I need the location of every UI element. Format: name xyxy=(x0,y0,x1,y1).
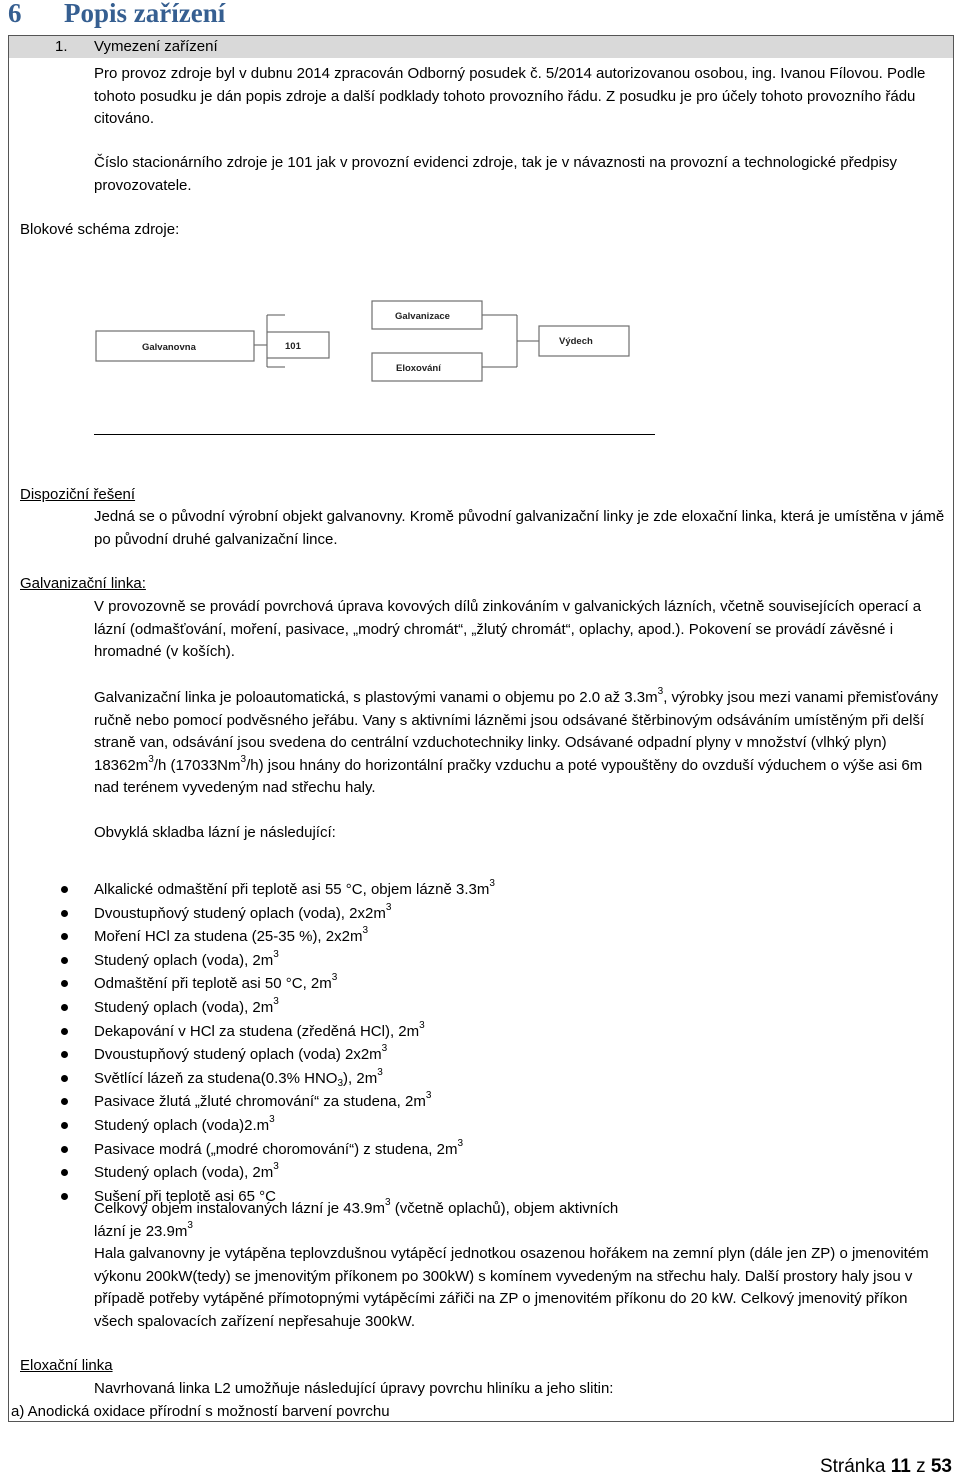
list-item-text: Dekapování v HCl za studena (zředěná HCl), 2m xyxy=(94,1022,420,1040)
superscript: 3 xyxy=(377,1066,383,1078)
superscript: 3 xyxy=(269,1113,275,1125)
footer-prefix: Stránka xyxy=(819,1456,886,1477)
total-text-part: Celkový objem instalovaných lázní je 43.9m xyxy=(94,1200,385,1217)
superscript: 3 xyxy=(362,925,369,937)
list-item-text: ), 2m xyxy=(343,1069,378,1087)
list-item xyxy=(9,902,909,926)
superscript: 3 xyxy=(384,1197,391,1208)
galv-text-part: /h (17033Nm xyxy=(153,756,241,774)
list-item xyxy=(9,996,909,1020)
superscript: 3 xyxy=(187,1219,193,1231)
baths-intro: Obvyklá skladba lázní je následující: xyxy=(94,824,336,841)
chapter-heading xyxy=(8,0,225,30)
disposition-text: Jedná se o původní výrobní objekt galvanovny. Kromě původní galvanizační linky je zde eloxační linka, která je umístěna v jámě po původní druhé galvanizační lince. xyxy=(94,508,945,548)
content-frame xyxy=(8,35,954,1422)
galvanizace-label: Galvanizace xyxy=(395,311,450,322)
galvanovna-label: Galvanovna xyxy=(142,342,196,353)
source-101-label: 101 xyxy=(285,341,301,352)
bullet-icon xyxy=(61,957,68,964)
superscript: 3 xyxy=(657,686,664,697)
bullet-icon xyxy=(61,933,68,940)
superscript: 3 xyxy=(273,1161,279,1173)
superscript: 3 xyxy=(331,972,338,984)
source-number-paragraph: Číslo stacionárního zdroje je 101 jak v provozní evidenci zdroje, tak je v návaznosti na provozní a technologické předpisy provozovatele. xyxy=(94,154,897,194)
list-item-text: Dvoustupňový studený oplach (voda) 2x2m xyxy=(94,1046,382,1064)
list-item-text: Pasivace žlutá „žluté chromování“ za studena, 2m xyxy=(94,1093,426,1111)
bullet-icon xyxy=(61,1122,68,1129)
galvanizing-line-label: Galvanizační linka: xyxy=(20,575,146,592)
list-item-text: Odmaštění při teplotě asi 50 °C, 2m xyxy=(94,975,332,993)
total-text-part: (včetně oplachů), objem aktivních xyxy=(390,1200,619,1217)
chapter-number: 6 xyxy=(8,0,22,28)
section-number: 1. xyxy=(55,38,68,55)
superscript: 3 xyxy=(273,948,279,960)
list-item-text: Sušení při teplotě asi 65 °C xyxy=(94,1187,276,1205)
list-item xyxy=(9,949,909,973)
divider-line xyxy=(94,434,655,435)
hall-heating-paragraph: Hala galvanovny je vytápěna teplovzdušnou vytápěcí jednotkou osazenou hořákem na zemní plyn (dále jen ZP) o jmenovitém výkonu 200kW(tedy) se jmenovitým příkonem po 300kW) s komínem vyvedeným na střechu haly. Další prostory haly jsou v případě potřeby vytápěné přímotopnými vytápěcími zářiči na ZP o jmenovitém příkonu do 20 kW. Celkový jmenovitý příkon všech spalovacích zařízení nepřesahuje 300kW. xyxy=(94,1245,929,1330)
list-item xyxy=(9,1043,909,1067)
anodizing-line-label: Eloxační linka xyxy=(20,1357,113,1374)
section-title: Vymezení zařízení xyxy=(94,38,218,55)
bullet-icon xyxy=(61,1075,68,1082)
bullet-icon xyxy=(61,1193,68,1200)
anodizing-item-a: a) Anodická oxidace přírodní s možností barvení povrchu xyxy=(11,1403,390,1420)
bullet-icon xyxy=(61,1146,68,1153)
list-item-text: Světlící lázeň za studena(0.3% HNO xyxy=(94,1069,338,1087)
galv-text-part: /h) jsou hnány do horizontální pračky vzduchu a poté vypouštěny do ovzduší výduchem o výše asi 6m nad terénem vyvedeným nad střechu haly. xyxy=(94,756,923,796)
list-item-text: Studený oplach (voda)2.m xyxy=(94,1116,270,1134)
list-item xyxy=(9,1090,909,1114)
chapter-title: Popis zařízení xyxy=(64,0,226,28)
superscript: 3 xyxy=(385,901,392,913)
page-total: 53 xyxy=(930,1456,952,1477)
bullet-icon xyxy=(61,1098,68,1105)
list-item xyxy=(9,1114,909,1138)
list-item xyxy=(9,1161,909,1185)
galvanizing-tanks-paragraph xyxy=(94,687,949,800)
section-header-bar xyxy=(9,36,953,58)
bullet-icon xyxy=(61,1051,68,1058)
list-item-text: Alkalické odmaštění při teplotě asi 55 °C, objem lázně 3.3m xyxy=(94,881,490,898)
galvanizing-description: V provozovně se provádí povrchová úprava kovových dílů zinkováním v galvanických lázních, včetně souvisejících operací a lázní (odmašťování, moření, pasivace, „modrý chromát“, „žlutý chromát“, oplachy, apod.). Pokovení se provádí závěsné i hromadné (v koších). xyxy=(94,598,922,660)
list-item-text: Studený oplach (voda), 2m xyxy=(94,1164,274,1182)
superscript: 3 xyxy=(425,1090,432,1102)
list-item-text: Pasivace modrá („modré choromování“) z studena, 2m xyxy=(94,1140,458,1158)
superscript: 3 xyxy=(273,995,279,1007)
intro-paragraph: Pro provoz zdroje byl v dubnu 2014 zpracován Odborný posudek č. 5/2014 autorizovanou osobou, ing. Ivanou Fílovou. Podle tohoto posudku je dán popis zdroje a další podklady tohoto provozního řádu. Z posudku je pro účely tohoto provozního řádu citováno. xyxy=(94,65,926,127)
bullet-icon xyxy=(61,1169,68,1176)
list-item-text: Dvoustupňový studený oplach (voda), 2x2m xyxy=(94,904,386,922)
list-item xyxy=(9,925,909,949)
block-schema-label: Blokové schéma zdroje: xyxy=(20,221,180,238)
footer-middle: z xyxy=(916,1456,926,1477)
superscript: 3 xyxy=(240,753,247,765)
total-volume-paragraph xyxy=(94,1198,794,1243)
subscript: 3 xyxy=(337,1077,344,1089)
eloxovani-label: Eloxování xyxy=(396,363,441,374)
list-item-text: Studený oplach (voda), 2m xyxy=(94,951,274,969)
list-item xyxy=(9,878,909,902)
anodizing-line-text: Navrhovaná linka L2 umožňuje následující úpravy povrchu hliníku a jeho slitin: xyxy=(94,1380,614,1397)
bullet-icon xyxy=(61,886,68,893)
galv-text-part: , výrobky jsou mezi vanami přemisťovány ručně nebo pomocí podvěsného jeřábu. Vany s aktivními lázněmi jsou odsávané štěrbinovým odsáváním umístěným při delší straně van, odsávání jsou svedena do centrální vzduchotechniky linky. Odsávané odpadní plyny v množství (vlhký plyn) 18362m xyxy=(94,689,939,774)
disposition-label: Dispoziční řešení xyxy=(20,486,136,503)
list-item xyxy=(9,972,909,996)
galv-text-part: Galvanizační linka je poloautomatická, s plastovými vanami o objemu po 2.0 až 3.3m xyxy=(94,689,658,706)
bullet-icon xyxy=(61,910,68,917)
block-diagram xyxy=(9,298,669,408)
list-item-text: Studený oplach (voda), 2m xyxy=(94,998,274,1016)
list-item xyxy=(9,1138,909,1162)
list-item xyxy=(9,1020,909,1044)
bullet-icon xyxy=(61,1004,68,1011)
superscript: 3 xyxy=(419,1019,425,1031)
bullet-icon xyxy=(61,1028,68,1035)
total-text-part: lázní je 23.9m xyxy=(94,1222,188,1240)
superscript: 3 xyxy=(489,878,495,889)
page-number: 11 xyxy=(890,1456,911,1477)
superscript: 3 xyxy=(148,753,154,765)
list-item-text: Moření HCl za studena (25-35 %), 2x2m xyxy=(94,928,363,946)
page-footer xyxy=(820,1456,952,1478)
superscript: 3 xyxy=(381,1043,388,1055)
list-item xyxy=(9,1067,909,1091)
vydech-label: Výdech xyxy=(559,336,593,347)
bullet-icon xyxy=(61,980,68,987)
baths-list xyxy=(9,878,909,1208)
superscript: 3 xyxy=(457,1137,464,1149)
